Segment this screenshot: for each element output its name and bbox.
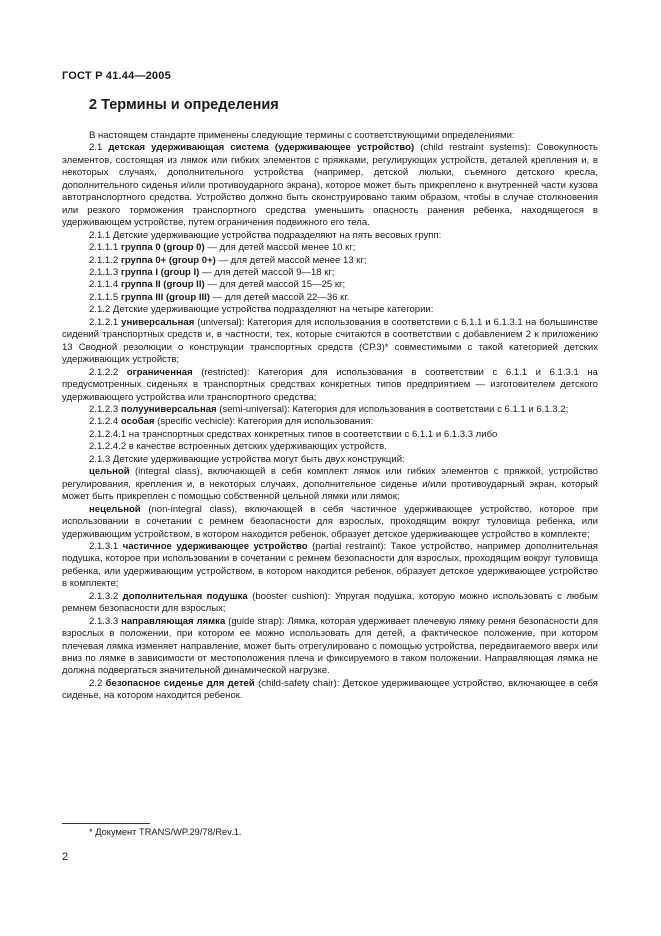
term: универсальная <box>121 316 195 328</box>
paragraph-intro: В настоящем стандарте применены следующие термины с соответствующими определениями: <box>89 130 515 141</box>
term: частичное удерживающее устройство <box>122 540 308 552</box>
paragraph-2-1-2-4: 2.1.2.4 особая (specific vechicle): Категория для использования: <box>89 416 374 428</box>
paragraph-2-1-3-3: 2.1.3.3 направляющая лямка (guide strap): Лямка, которая удерживает плечевую лямку ремня безопасности для взрослых в положении, при котором ее можно использовать для детей, а фактическое положение, при котором плечевая лямка изменяет направление, может быть отрегулировано с помощью устройства, передвигаемого вверх или вниз по лямке в зависимости от местоположения плеча и фиксируемого в таком положении. Направляющая лямка не должна подвергаться значительной динамической нагрузке. <box>62 615 598 677</box>
paragraph-2-1-1-2: 2.1.1.2 группа 0+ (group 0+) — для детей массой менее 13 кг; <box>89 254 367 266</box>
paragraph-2-1-2-1: 2.1.2.1 универсальная (universal): Категория для использования в соответствии с 6.1.1 и 6.1.3.1 на большинстве сидений транспортных средств и, в частности, тех, которые считаются в соответствии с добавлением 2 к приложению 13 Сводной резолюции о конструкции транспортных средств (СР.3)* совместимыми с такой категорией детских удерживающих устройств; <box>62 316 598 366</box>
term: детская удерживающая система (удерживающее устройство) <box>108 142 415 154</box>
footnote: * Документ TRANS/WP.29/78/Rev.1. <box>89 827 242 837</box>
term: нецельной <box>89 503 141 515</box>
term: особая <box>120 416 155 428</box>
paragraph-2-2: 2.2 безопасное сиденье для детей (child-safety chair): Детское удерживающее устройство, включающее в себя сиденье, на котором находится ребенок. <box>62 677 598 702</box>
paragraph-2-1-1-3: 2.1.1.3 группа I (group I) — для детей массой 9—18 кг; <box>89 266 335 278</box>
section-title: 2 Термины и определения <box>89 97 279 113</box>
term: группа 0+ (group 0+) <box>120 254 216 266</box>
paragraph-2-1-1-5: 2.1.1.5 группа III (group III) — для детей массой 22—36 кг. <box>89 291 350 303</box>
document-body <box>62 130 598 703</box>
paragraph-2-1-1-4: 2.1.1.4 группа II (group II) — для детей массой 15—25 кг; <box>89 279 346 291</box>
paragraph-2-1-2: 2.1.2 Детские удерживающие устройства подразделяют на четыре категории: <box>89 304 434 316</box>
paragraph-non-integral: нецельной (non-integral class), включающей в себя частичное удерживающее устройство, которое при использовании в сочетании с ремнем безопасности для взрослых, проходящим вокруг туловища ребенка, или удерживающим устройством, в котором находится ребенок, образует детское удерживающее устройство в комплекте; <box>62 503 598 540</box>
paragraph-2-1-3-2: 2.1.3.2 дополнительная подушка (booster cushion): Упругая подушка, которую можно использовать с любым ремнем безопасности для взрослых; <box>62 590 598 615</box>
term: направляющая лямка <box>121 615 226 627</box>
paragraph-integral: цельной (integral class), включающей в себя комплект лямок или гибких элементов с пряжкой, устройство регулирования, крепления и, в некоторых случаях, дополнительное сиденье и/или противоударный экран, который может быть прикреплен с помощью собственной цельной лямки или лямок; <box>62 466 598 503</box>
term: цельной <box>89 466 130 478</box>
term: группа II (group II) <box>120 279 205 291</box>
paragraph-2-1-2-3: 2.1.2.3 полууниверсальная (semi-universal): Категория для использования в соответствии с 6.1.1 и 6.1.3.2; <box>89 403 569 415</box>
paragraph-2-1: 2.1 детская удерживающая система (удерживающее устройство) (child restraint systems): Совокупность элементов, состоящая из лямок или гибких элементов с пряжками, регулирующих устройств, деталей крепления и, в некоторых случаях, дополнительного устройства (например, детской люльки, съемного детского кресла, дополнительного сиденья и/или противоударного экрана), которое может быть прикреплено к внутренней части кузова автотранспортного средства. Устройство должно быть сконструировано таким образом, чтобы в случае столкновения или резкого торможения транспортного средства уменьшить опасность ранения ребенка, находящегося в удерживающем устройстве, путем ограничения подвижного его тела. <box>62 142 598 229</box>
document-header: ГОСТ Р 41.44—2005 <box>62 70 171 82</box>
footnote-divider <box>62 823 150 824</box>
term: группа III (group III) <box>120 291 210 303</box>
paragraph-2-1-1-1: 2.1.1.1 группа 0 (group 0) — для детей массой менее 10 кг; <box>89 242 356 254</box>
paragraph-2-1-2-2: 2.1.2.2 ограниченная (restricted): Категория для использования в соответствии с 6.1.1 и 6.1.3.1 на предусмотренных сиденьях в транспортных средствах конкретных типов предприятием — изготовителем детского удерживающего устройства или транспортного средства; <box>62 366 598 403</box>
paragraph-2-1-3-1: 2.1.3.1 частичное удерживающее устройство (partial restraint): Такое устройство, например дополнительная подушка, которое при использовании в сочетании с ремнем безопасности для взрослых, проходящим вокруг туловища ребенка, или удерживающим устройством, в котором находится ребенок, образует детское удерживающее устройство в комплекте; <box>62 540 598 590</box>
paragraph-2-1-2-4-1: 2.1.2.4.1 на транспортных средствах конкретных типов в соответствии с 6.1.1 и 6.1.3.3 либо <box>89 428 498 440</box>
term: группа 0 (group 0) <box>120 242 205 254</box>
paragraph-2-1-2-4-2: 2.1.2.4.2 в качестве встроенных детских удерживающих устройств. <box>89 441 387 453</box>
paragraph-2-1-1: 2.1.1 Детские удерживающие устройства подразделяют на пять весовых групп: <box>89 229 442 241</box>
term: дополнительная подушка <box>122 590 248 602</box>
page-number: 2 <box>62 851 69 863</box>
term: ограниченная <box>126 366 193 378</box>
term: группа I (group I) <box>120 266 200 278</box>
term: полууниверсальная <box>120 403 217 415</box>
paragraph-2-1-3: 2.1.3 Детские удерживающие устройства могут быть двух конструкций: <box>89 453 405 465</box>
term: безопасное сиденье для детей <box>105 677 255 689</box>
